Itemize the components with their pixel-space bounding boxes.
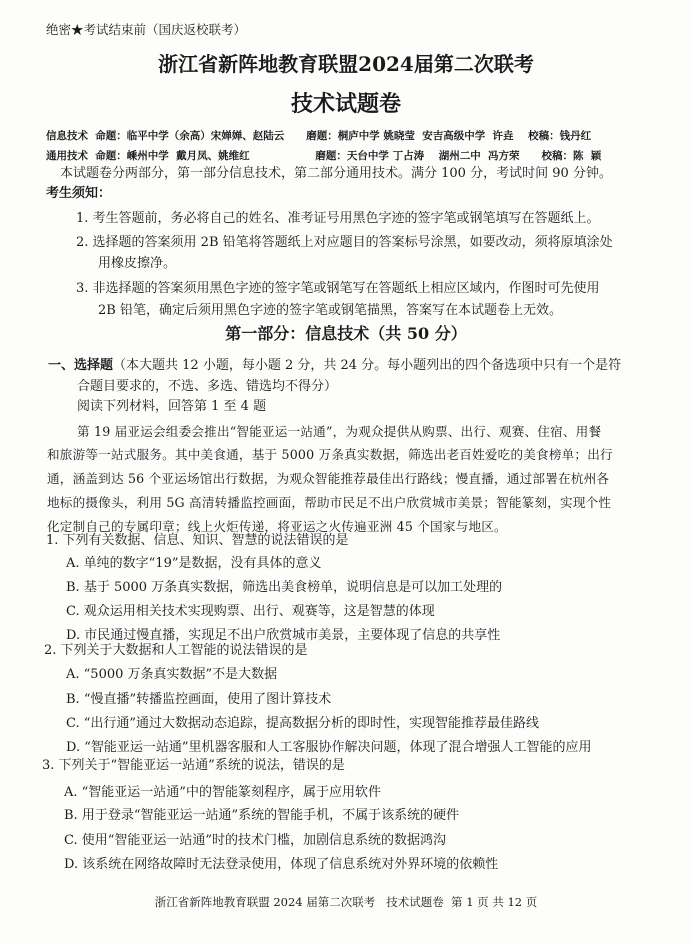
option-a: A. “智能亚运一站通”中的智能篆刻程序，属于应用软件 [64, 785, 381, 800]
notice-heading: 考生须知： [46, 186, 112, 201]
option-a: A. 单纯的数字“19”是数据，没有具体的意义 [66, 556, 322, 571]
credits-line-1: 信息技术 命题：临平中学（余高）宋婵婵、赵陆云 磨题：桐庐中学 姚晓莹 安吉高级中学 许垚 校稿：钱丹红 [46, 130, 592, 142]
notice-item: 3. 非选择题的答案须用黑色字迹的签字笔或钢笔写在答题纸上相应区域内，作图时可先使用 [76, 281, 600, 296]
notice-item-cont: 用橡皮擦净。 [98, 256, 177, 271]
option-a: A. “5000 万条真实数据”不是大数据 [66, 667, 278, 682]
page-title: 浙江省新阵地教育联盟2024届第二次联考 [158, 52, 534, 76]
option-b: B. 基于 5000 万条真实数据，筛选出美食榜单，说明信息是可以加工处理的 [66, 580, 503, 595]
option-d: D. “智能亚运一站通”里机器客服和人工客服协作解决问题，体现了混合增强人工智能的应用 [66, 740, 592, 755]
material-line: 地标的摄像头，利用 5G 高清转播监控画面，帮助市民足不出户欣赏城市美景；智能篆刻，实现个性 [47, 495, 612, 510]
intro-text: 本试题卷分两部分，第一部分信息技术，第二部分通用技术。满分 100 分，考试时间 90 分钟。 [60, 166, 612, 181]
credits-line-2: 通用技术 命题：嵊州中学 戴月凤、姚维红 磨题：天台中学 丁占涛 湖州二中 冯方荣 校稿：陈 颖 [46, 150, 602, 162]
confidential-label: 绝密★考试结束前（国庆返校联考） [46, 22, 247, 37]
option-d: D. 该系统在网络故障时无法登录使用，体现了信息系统对外界环境的依赖性 [64, 857, 499, 872]
section-label: 一、选择题 [48, 358, 114, 373]
notice-item: 2. 选择题的答案须用 2B 铅笔将答题纸上对应题目的答案标号涂黑，如要改动，须将原填涂处 [76, 235, 613, 250]
notice-item: 1. 考生答题前，务必将自己的姓名、准考证号用黑色字迹的签字笔或钢笔填写在答题纸上。 [76, 211, 600, 226]
section-desc-cont: 合题目要求的，不选、多选、错选均不得分） [77, 379, 338, 394]
question-stem: 2. 下列关于大数据和人工智能的说法错误的是 [44, 643, 308, 658]
material-line: 通，涵盖到达 56 个亚运场馆出行数据，为观众智能推荐最佳出行路线；慢直播，通过部署在杭州各 [47, 471, 610, 486]
page-subtitle: 技术试题卷 [290, 91, 401, 117]
option-b: B. “慢直播”转播监控画面，使用了图计算技术 [66, 692, 332, 707]
option-c: C. “出行通”通过大数据动态追踪，提高数据分析的即时性，实现智能推荐最佳路线 [66, 716, 540, 731]
page-footer: 浙江省新阵地教育联盟 2024 届第二次联考 技术试题卷 第 1 页 共 12 页 [154, 895, 538, 909]
material-line: 第 19 届亚运会组委会推出“智能亚运一站通”，为观众提供从购票、出行、观赛、住宿、用餐 [77, 424, 602, 439]
notice-item-cont: 2B 铅笔，确定后须用黑色字迹的签字笔或钢笔描黑，答案写在本试题卷上无效。 [98, 303, 562, 318]
question-stem: 3. 下列关于“智能亚运一站通”系统的说法，错误的是 [42, 758, 345, 773]
material-line: 和旅游等一站式服务。其中美食通，基于 5000 万条真实数据，筛选出老百姓爱吃的美食榜单；出行 [47, 447, 613, 462]
question-stem: 1. 下列有关数据、信息、知识、智慧的说法错误的是 [46, 533, 349, 548]
part-heading: 第一部分：信息技术（共 50 分） [225, 324, 467, 343]
option-c: C. 观众运用相关技术实现购票、出行、观赛等，这是智慧的体现 [66, 604, 435, 619]
read-instruction: 阅读下列材料，回答第 1 至 4 题 [77, 399, 267, 414]
material-line: 化定制自己的专属印章；线上火炬传递，将亚运之火传遍亚洲 45 个国家与地区。 [47, 519, 507, 534]
section-desc: （本大题共 12 小题，每小题 2 分，共 24 分。每小题列出的四个备选项中只有一个是符 [113, 358, 622, 373]
option-b: B. 用于登录“智能亚运一站通”系统的智能手机，不属于该系统的硬件 [64, 808, 460, 823]
option-d: D. 市民通过慢直播，实现足不出户欣赏城市美景，主要体现了信息的共享性 [66, 628, 501, 643]
section-heading [48, 358, 621, 374]
option-c: C. 使用“智能亚运一站通”时的技术门槛，加剧信息系统的数据鸿沟 [64, 833, 447, 848]
